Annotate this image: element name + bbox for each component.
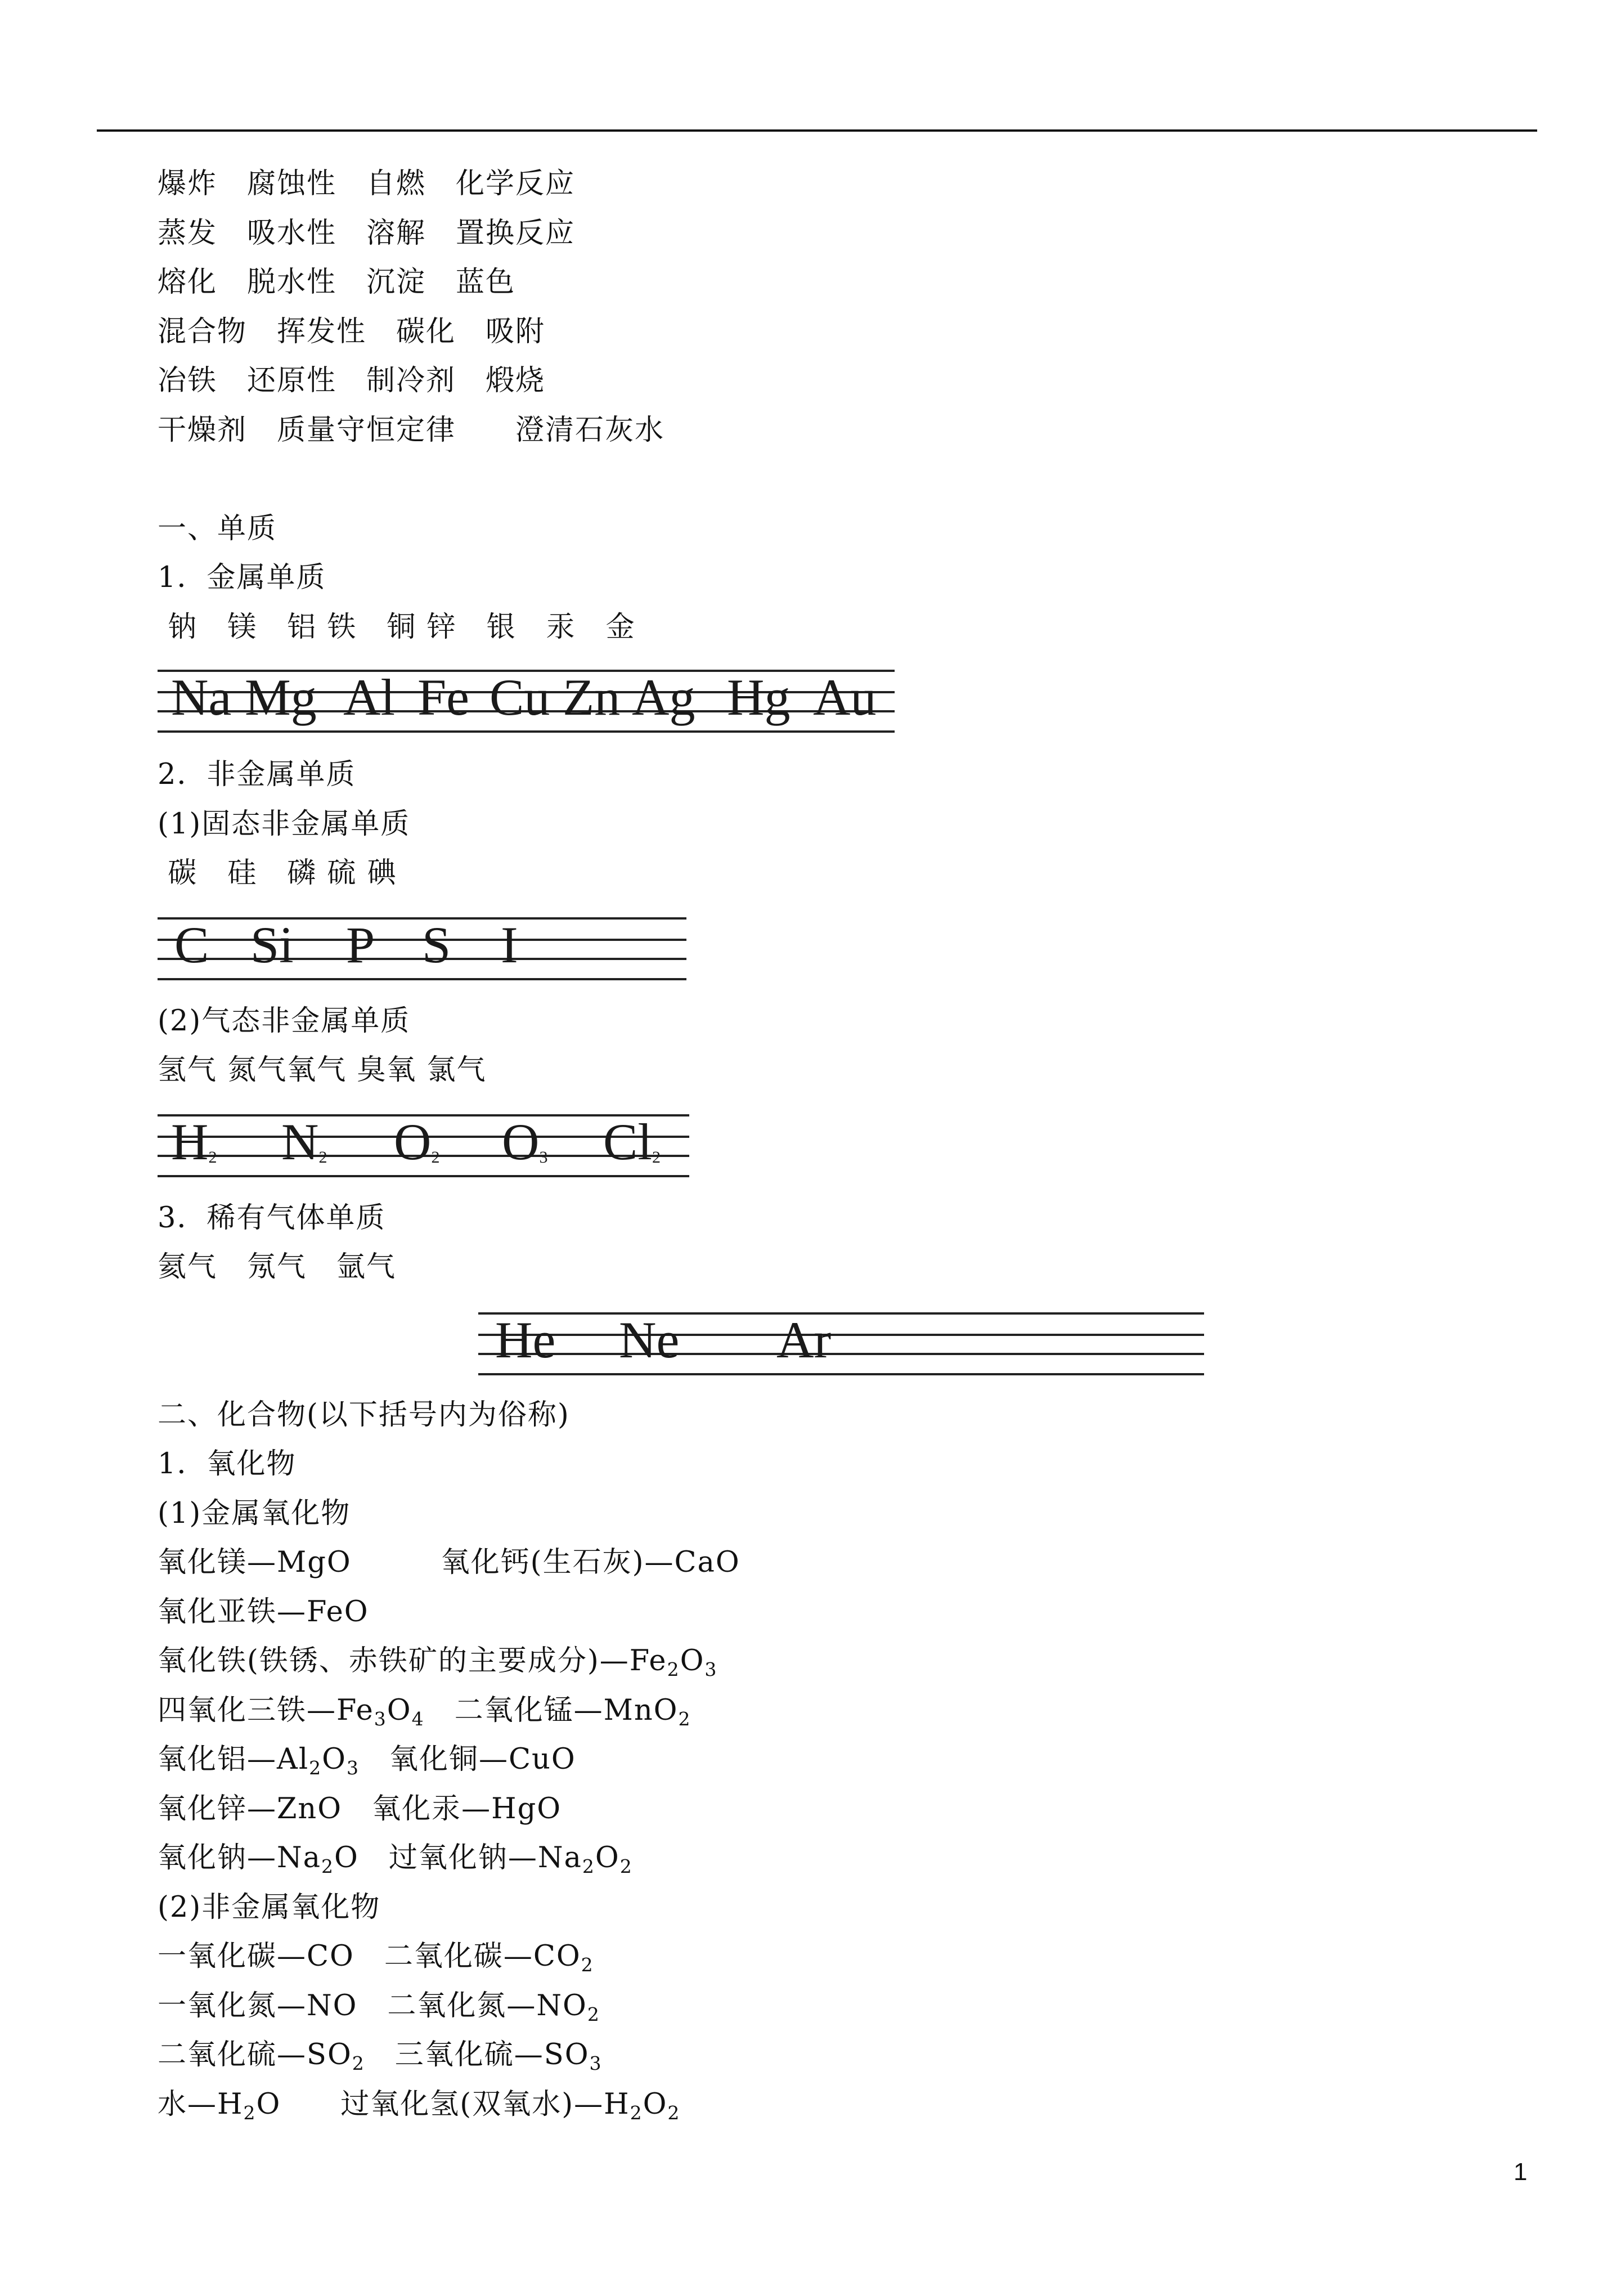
formula-text: O 过氧化氢(双氧水)—H	[256, 2088, 630, 2121]
formula-text: 氧化铜—CuO	[359, 1743, 576, 1776]
element-symbol: Mg	[245, 669, 317, 726]
subsection-heading: 2．非金属单质	[158, 758, 356, 791]
formula-text: 二氧化锰—MnO	[424, 1694, 679, 1727]
formula-text: 一氧化氮—NO 二氧化氮—NO	[158, 1989, 587, 2023]
formula-line	[158, 1694, 691, 1728]
formula-subscript: 3	[704, 1658, 718, 1680]
formula-text: 一氧化碳—CO 二氧化碳—CO	[158, 1940, 581, 1973]
element-symbol: Ar	[776, 1311, 832, 1369]
formula-subscript: 2	[667, 2102, 681, 2124]
formula-subscript: 3	[346, 1757, 360, 1779]
element-symbol: Al	[343, 669, 395, 726]
formula-line	[158, 1841, 633, 1875]
subsection-heading: (2)非金属氧化物	[158, 1891, 381, 1924]
formula-subscript: 2	[582, 1855, 595, 1877]
formula-text: 氧化亚铁—FeO	[158, 1595, 369, 1629]
formula-text: 四氧化三铁—Fe	[158, 1694, 374, 1727]
subsection-heading: (1)金属氧化物	[158, 1497, 351, 1530]
formula-line	[158, 1989, 600, 2023]
element-symbol: Zn	[563, 669, 621, 726]
vocab-row: 混合物 挥发性 碳化 吸附	[158, 315, 546, 348]
formula-text: 氧化镁—MgO 氧化钙(生石灰)—CaO	[158, 1546, 740, 1579]
formula-text: O 过氧化钠—Na	[334, 1841, 582, 1875]
vocab-row: 冶铁 还原性 制冷剂 煅烧	[158, 364, 546, 397]
formula-line	[158, 1595, 369, 1629]
formula-line	[158, 1546, 740, 1580]
formula-text: 氧化铁(铁锈、赤铁矿的主要成分)—Fe	[158, 1644, 667, 1678]
element-names: 碳 硅 磷 硫 碘	[158, 856, 397, 890]
formula-text: O	[387, 1694, 412, 1727]
formula-text: 氧化铝—Al	[158, 1743, 309, 1776]
formula-text: O	[595, 1841, 620, 1875]
element-symbol: $O_3$	[502, 1113, 548, 1171]
element-names: 氦气 氖气 氩气	[158, 1250, 397, 1284]
formula-text: O	[322, 1743, 347, 1776]
element-symbol: I	[501, 916, 518, 974]
element-symbol: $O_2$	[394, 1113, 440, 1171]
formula-text: 水—H	[158, 2088, 244, 2121]
metal-symbol-staff	[158, 670, 895, 733]
element-symbol: C	[174, 916, 209, 974]
formula-line	[158, 2088, 680, 2122]
element-symbol: Au	[813, 669, 877, 726]
formula-subscript: 2	[619, 1855, 633, 1877]
formula-subscript: 2	[243, 2102, 257, 2124]
gas-nonmetal-symbol-staff	[158, 1114, 689, 1177]
vocab-row: 蒸发 吸水性 溶解 置换反应	[158, 217, 576, 250]
section-heading: 二、化合物(以下括号内为俗称)	[158, 1398, 570, 1432]
formula-subscript: 2	[667, 1658, 680, 1680]
subsection-heading: 1．金属单质	[158, 561, 326, 594]
formula-line	[158, 1940, 594, 1974]
solid-nonmetal-symbol-staff	[158, 917, 686, 980]
subsection-heading: (2)气态非金属单质	[158, 1004, 411, 1038]
subsection-heading: 1．氧化物	[158, 1447, 297, 1481]
formula-subscript: 4	[411, 1708, 425, 1730]
formula-text: 氧化锌—ZnO 氧化汞—HgO	[158, 1792, 562, 1826]
formula-subscript: 2	[678, 1708, 691, 1730]
element-symbol: P	[346, 916, 375, 974]
formula-line	[158, 1743, 576, 1777]
element-symbol: $Cl_2$	[603, 1113, 661, 1171]
element-names: 氢气 氮气氧气 臭氧 氯气	[158, 1053, 487, 1087]
formula-line	[158, 1792, 562, 1826]
subsection-heading: 3．稀有气体单质	[158, 1201, 386, 1235]
element-names: 钠 镁 铝 铁 铜 锌 银 汞 金	[158, 611, 636, 644]
element-symbol: Si	[250, 916, 294, 974]
formula-subscript: 3	[374, 1708, 387, 1730]
formula-subscript: 2	[581, 1954, 594, 1976]
formula-subscript: 2	[630, 2102, 643, 2124]
formula-line	[158, 1644, 717, 1678]
vocab-row: 爆炸 腐蚀性 自燃 化学反应	[158, 167, 576, 200]
header-rule	[97, 129, 1537, 132]
element-symbol: Ne	[619, 1311, 680, 1369]
element-symbol: He	[495, 1311, 556, 1369]
formula-text: 氧化钠—Na	[158, 1841, 322, 1875]
vocab-row: 熔化 脱水性 沉淀 蓝色	[158, 266, 516, 299]
formula-subscript: 2	[352, 2052, 365, 2074]
formula-text: 三氧化硫—SO	[365, 2038, 590, 2071]
element-symbol: Na	[171, 669, 232, 726]
formula-text: O	[643, 2088, 668, 2121]
element-symbol: $H_2$	[171, 1113, 217, 1171]
vocab-row: 干燥剂 质量守恒定律 澄清石灰水	[158, 414, 665, 447]
formula-subscript: 3	[589, 2052, 603, 2074]
formula-text: 二氧化硫—SO	[158, 2038, 352, 2071]
element-symbol: Fe	[417, 669, 469, 726]
formula-text: O	[680, 1644, 705, 1678]
element-symbol: $N_2$	[281, 1113, 327, 1171]
formula-line	[158, 2038, 603, 2072]
element-symbol: Hg	[727, 669, 791, 726]
formula-subscript: 2	[321, 1855, 335, 1877]
formula-subscript: 2	[587, 2003, 600, 2025]
formula-subscript: 2	[309, 1757, 322, 1779]
page-number: 1	[1514, 2158, 1528, 2186]
element-symbol: Cu	[490, 669, 550, 726]
section-heading: 一、单质	[158, 512, 277, 545]
noble-gas-symbol-staff	[478, 1312, 1204, 1375]
subsection-heading: (1)固态非金属单质	[158, 808, 411, 841]
element-symbol: S	[422, 916, 451, 974]
element-symbol: Ag	[632, 669, 695, 726]
